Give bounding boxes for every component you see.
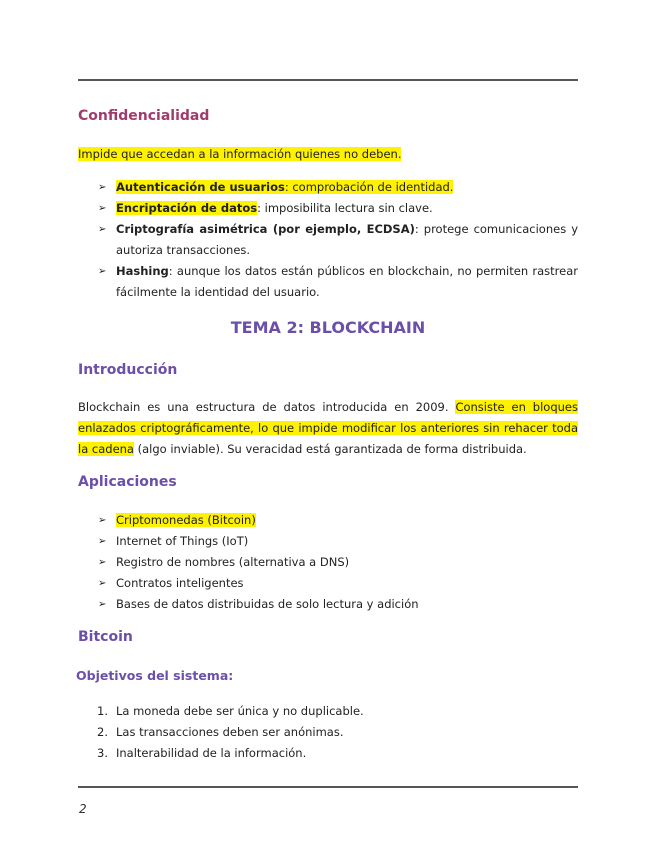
list-number: 2. (97, 725, 108, 739)
arrow-bullet-icon: ➢ (98, 599, 107, 610)
section-heading-confidencialidad: Confidencialidad (78, 108, 210, 124)
aplicaciones-list (78, 510, 578, 615)
chapter-title: TEMA 2: BLOCKCHAIN (230, 318, 426, 337)
list-item (78, 198, 578, 219)
list-item (78, 743, 578, 764)
arrow-bullet-icon: ➢ (98, 515, 107, 526)
arrow-bullet-icon: ➢ (98, 182, 107, 193)
item-text: Bases de datos distribuidas de solo lectura y adición (116, 597, 419, 611)
item-text: : imposibilita lectura sin clave. (257, 201, 433, 215)
list-item (78, 722, 578, 743)
list-item (78, 219, 578, 261)
confidencialidad-intro (78, 144, 401, 165)
item-text: Internet of Things (IoT) (116, 534, 249, 548)
paragraph-text: Blockchain es una estructura de datos introducida en 2009. (78, 400, 456, 414)
item-term: Hashing (116, 264, 169, 278)
item-text: La moneda debe ser única y no duplicable. (116, 704, 364, 718)
list-item (78, 552, 578, 573)
paragraph-text: (algo inviable). Su veracidad está garantizada de forma distribuida. (133, 442, 527, 456)
arrow-bullet-icon: ➢ (98, 266, 107, 277)
item-term: Autenticación de usuarios (116, 180, 285, 194)
list-item (78, 531, 578, 552)
list-number: 1. (97, 704, 108, 718)
subheading-objetivos: Objetivos del sistema: (76, 668, 234, 683)
item-text: Inalterabilidad de la información. (116, 746, 307, 760)
list-number: 3. (97, 746, 108, 760)
item-text: Registro de nombres (alternativa a DNS) (116, 555, 350, 569)
highlighted-text (116, 180, 453, 194)
section-heading-aplicaciones: Aplicaciones (78, 474, 177, 490)
header-rule (78, 79, 578, 81)
item-term: Criptografía asimétrica (por ejemplo, ECDSA) (116, 222, 415, 236)
list-item (78, 701, 578, 722)
arrow-bullet-icon: ➢ (98, 578, 107, 589)
list-item (78, 510, 578, 531)
list-item (78, 573, 578, 594)
arrow-bullet-icon: ➢ (98, 557, 107, 568)
item-text: : protege comunicaciones y autoriza transacciones. (116, 222, 579, 257)
list-item (78, 177, 578, 198)
list-item (78, 261, 578, 303)
footer-rule (78, 786, 578, 788)
page-number: 2 (79, 802, 87, 816)
arrow-bullet-icon: ➢ (98, 224, 107, 235)
highlighted-text (116, 201, 257, 215)
item-text: Las transacciones deben ser anónimas. (116, 725, 344, 739)
highlighted-text: Criptomonedas (Bitcoin) (116, 513, 256, 527)
objetivos-list (78, 701, 578, 764)
item-text: : comprobación de identidad. (284, 180, 454, 194)
section-heading-introduccion: Introducción (78, 362, 178, 378)
introduccion-paragraph (78, 397, 578, 460)
item-text: : aunque los datos están públicos en blockchain, no permiten rastrear fácilmente la identidad del usuario. (116, 264, 578, 299)
confidencialidad-list (78, 177, 578, 303)
item-text: Contratos inteligentes (116, 576, 244, 590)
section-heading-bitcoin: Bitcoin (78, 629, 133, 645)
highlighted-text: Impide que accedan a la información quienes no deben. (78, 147, 402, 161)
arrow-bullet-icon: ➢ (98, 203, 107, 214)
arrow-bullet-icon: ➢ (98, 536, 107, 547)
list-item (78, 594, 578, 615)
item-term: Encriptación de datos (116, 201, 258, 215)
highlighted-text: Consiste en bloques enlazados criptográficamente, lo que impide modificar los anteriores sin rehacer toda la cadena (78, 400, 578, 456)
